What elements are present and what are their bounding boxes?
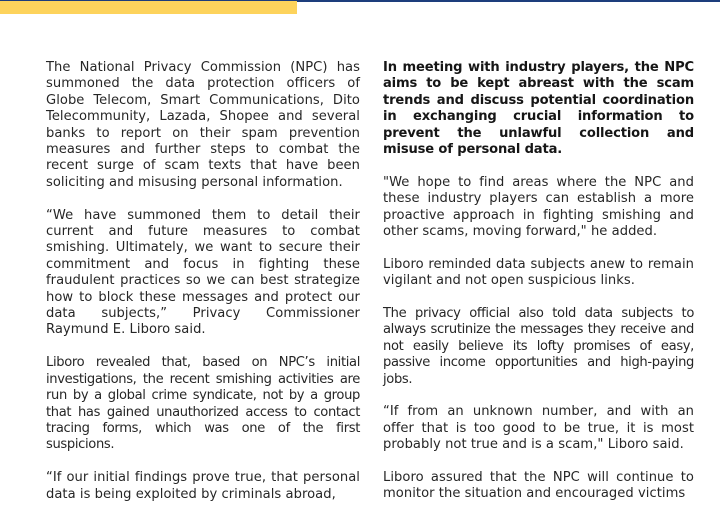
paragraph-initial-findings-quote: “If our initial findings prove true, that personal data is being exploited by criminals abroad, — [46, 470, 360, 502]
paragraph-liboro-quote: “We have summoned them to detail their current and future measures to combat smishing. Ultimately, we want to secure their commitment and focus in fighting these fraudulent practices so we can best strategize how to block these messages and protect our data subjects,” Privacy Commissioner Raymund E. Liboro said. — [46, 207, 360, 338]
paragraph-industry-meeting: In meeting with industry players, the NPC aims to be kept abreast with the scam trends and discuss potential coordination in exchanging crucial information to prevent the unlawful collection and misuse of personal data. — [383, 60, 694, 158]
paragraph-proactive-approach-quote: "We hope to find areas where the NPC and these industry players can establish a more proactive approach in fighting smishing and other scams, moving forward," he added. — [383, 174, 694, 240]
paragraph-monitoring-assurance: Liboro assured that the NPC will continue to monitor the situation and encouraged victims — [383, 470, 694, 502]
article-column-left — [46, 60, 360, 519]
paragraph-scrutinize-messages: The privacy official also told data subjects to always scrutinize the messages they receive and not easily believe its lofty promises of easy, passive income opportunities and high-paying jobs. — [383, 306, 694, 387]
paragraph-scam-warning-quote: “If from an unknown number, and with an offer that is too good to be true, it is most probably not true and is a scam," Liboro said. — [383, 404, 694, 453]
accent-bar — [0, 1, 297, 14]
article-column-right — [383, 60, 694, 519]
paragraph-npc-summons: The National Privacy Commission (NPC) has summoned the data protection officers of Globe Telecom, Smart Communications, Dito Telecommunity, Lazada, Shopee and several banks to report on their spam prevention measures and further steps to combat the recent surge of scam texts that have been soliciting and misusing personal information. — [46, 60, 360, 190]
paragraph-investigation-findings: Liboro revealed that, based on NPC’s initial investigations, the recent smishing activities are run by a global crime syndicate, not by a group that has gained unauthorized access to contact tracing forms, which was one of the first suspicions. — [46, 355, 360, 453]
paragraph-vigilance-reminder: Liboro reminded data subjects anew to remain vigilant and not open suspicious links. — [383, 256, 694, 289]
